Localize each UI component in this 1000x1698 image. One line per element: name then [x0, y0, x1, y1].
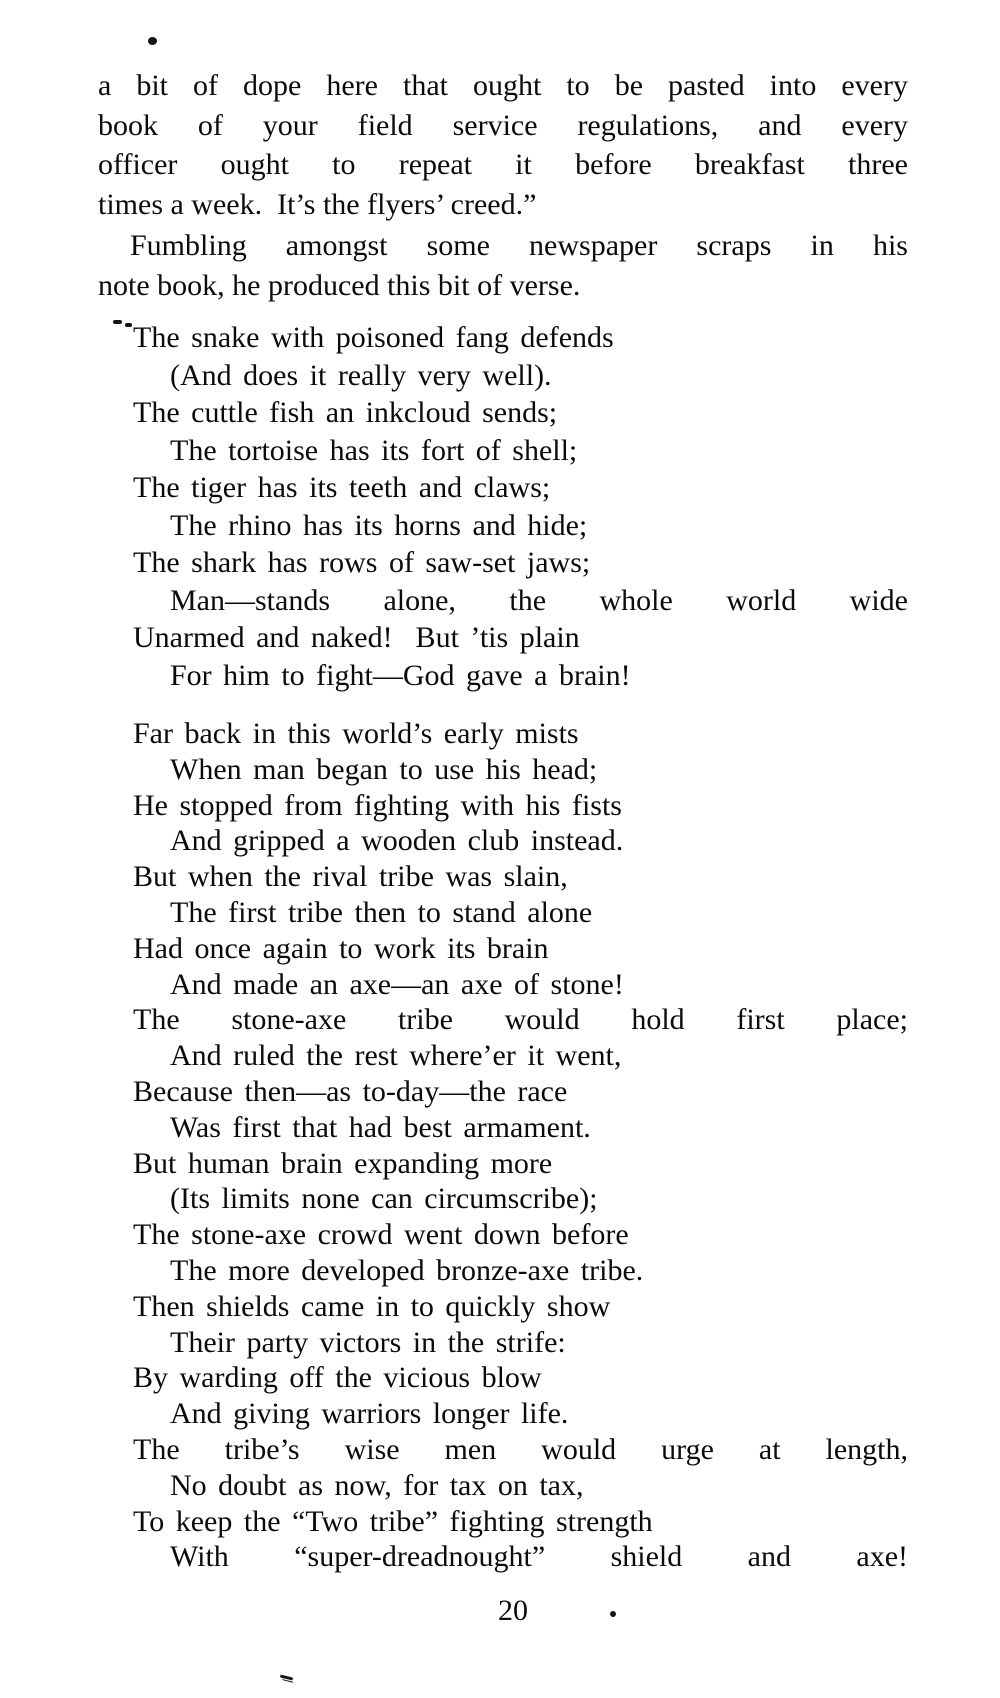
poem-line: And giving warriors longer life. — [170, 1397, 569, 1431]
poem-line: And ruled the rest where’er it went, — [170, 1039, 622, 1073]
prose-line: a bit of dope here that ought to be pasted into every — [98, 69, 908, 102]
poem-line: (And does it really very well). — [170, 358, 552, 392]
poem-line: The first tribe then to stand alone — [170, 895, 593, 929]
poem-line: Then shields came in to quickly show — [133, 1289, 611, 1323]
prose-line: Fumbling amongst some newspaper scraps in his — [130, 229, 908, 262]
poem-line: The stone-axe crowd went down before — [133, 1218, 629, 1252]
poem-line: Their party victors in the strife: — [170, 1325, 566, 1359]
poem-line: But when the rival tribe was slain, — [133, 860, 568, 894]
poem-line: But human brain expanding more — [133, 1146, 553, 1180]
poem-line: Because then—as to-day—the race — [133, 1074, 568, 1108]
poem-line: By warding off the vicious blow — [133, 1361, 542, 1395]
prose-line: officer ought to repeat it before breakfast three — [98, 148, 908, 181]
degraded-opening-quote-mark — [113, 320, 122, 324]
poem-line: The stone-axe tribe would hold first place; — [133, 1003, 908, 1037]
poem-line: The cuttle fish an inkcloud sends; — [133, 396, 558, 429]
poem-stanza-2 — [133, 716, 908, 1575]
page-number: 20 — [498, 1594, 528, 1627]
ink-speck-top — [148, 37, 157, 45]
poem-line: Had once again to work its brain — [133, 931, 549, 965]
ink-speck-near-page-number — [610, 1611, 616, 1617]
poem-line: Man—stands alone, the whole world wide — [170, 583, 908, 617]
poem-line: The snake with poisoned fang defends — [133, 321, 614, 354]
poem-line: And gripped a wooden club instead. — [170, 824, 624, 858]
poem-line: Was first that had best armament. — [170, 1110, 591, 1144]
poem-line: The more developed bronze-axe tribe. — [170, 1253, 644, 1287]
poem-line: When man began to use his head; — [170, 752, 598, 786]
poem-line: The shark has rows of saw-set jaws; — [133, 546, 591, 579]
paragraph-fumbling — [98, 226, 908, 305]
poem-line: For him to fight—God gave a brain! — [170, 658, 631, 692]
poem-line: And made an axe—an axe of stone! — [170, 967, 624, 1001]
poem-line: The tiger has its teeth and claws; — [133, 471, 551, 504]
poem-stanza-1 — [133, 319, 908, 694]
poem-line: Far back in this world’s early mists — [133, 717, 579, 750]
poem-line: With “super-dreadnought” shield and axe! — [170, 1540, 908, 1574]
degraded-opening-quote-mark — [125, 323, 132, 327]
ink-speck-bottom — [280, 1674, 293, 1680]
paragraph-quote-continuation — [98, 66, 908, 224]
poem-line: The tortoise has its fort of shell; — [170, 433, 578, 467]
poem-line: The rhino has its horns and hide; — [170, 508, 588, 542]
prose-line: note book, he produced this bit of verse. — [98, 268, 581, 302]
prose-line: times a week. It’s the flyers’ creed.” — [98, 187, 537, 221]
poem-line: He stopped from fighting with his fists — [133, 788, 622, 822]
poem-line: The tribe’s wise men would urge at length, — [133, 1432, 908, 1466]
poem-line: Unarmed and naked! But ’tis plain — [133, 621, 580, 654]
poem-line: (Its limits none can circumscribe); — [170, 1182, 598, 1216]
poem-line: To keep the “Two tribe” fighting strength — [133, 1504, 653, 1538]
poem-line: No doubt as now, for tax on tax, — [170, 1468, 584, 1502]
prose-line: book of your field service regulations, and every — [98, 108, 908, 142]
